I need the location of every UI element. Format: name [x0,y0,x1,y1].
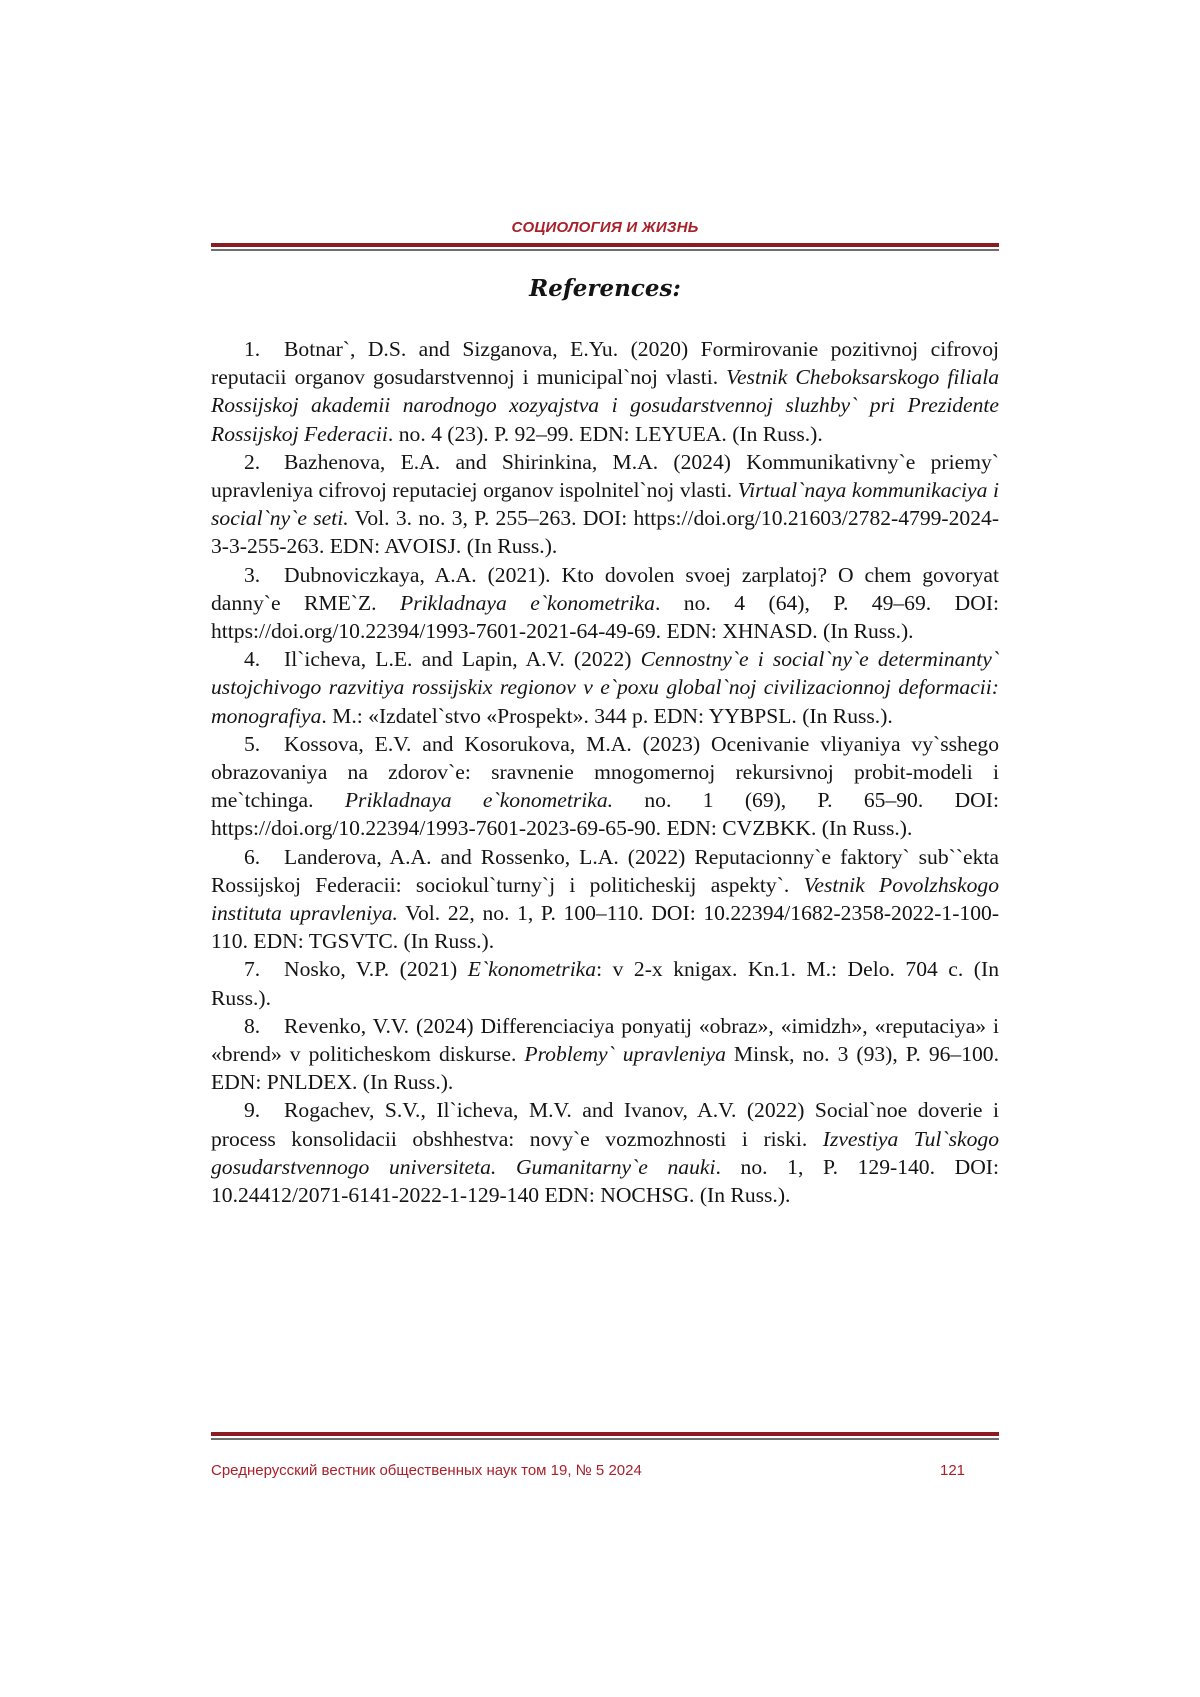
page-number: 121 [940,1462,966,1479]
reference-text: Minsk, no. 3 (93), P. 96–100. EDN: PNLDEX. (In Russ.). [211,1042,1000,1095]
reference-item [211,955,999,1011]
reference-number: 3. [244,562,261,587]
reference-item [211,1012,999,1097]
reference-source-italic: Cennostny`e i social`ny`e determinanty` ustojchivogo razvitiya rossijskix regionov v e`poxu global`noj civilizacionnoj deformacii: monografiya [211,647,1000,728]
reference-text: Bazhenova, E.A. and Shirinkina, M.A. (2024) Kommunikativny`e priemy` upravleniya cifrovoj reputaciej organov ispolnitel`noj vlasti. [211,449,999,503]
footer-journal-info: Среднерусский вестник общественных наук том 19, № 5 2024 [211,1462,642,1479]
reference-item [211,448,999,561]
reference-text: Dubnoviczkaya, A.A. (2021). Kto dovolen svoej zarplatoj? O chem govoryat danny`e RME`Z. [211,562,999,615]
reference-number: 5. [244,731,261,756]
reference-number: 4. [244,647,261,672]
reference-text: Vol. 3. no. 3, P. 255–263. DOI: https://doi.org/10.21603/2782-4799-2024-3-3-255-263. EDN: AVOISJ. (In Russ.). [211,506,1000,559]
reference-source-italic: Problemy` upravleniya [524,1042,726,1067]
reference-source-italic: E`konometrika [467,957,597,982]
reference-text: Nosko, V.P. (2021) [284,957,468,982]
reference-text: : v 2-x knigax. Kn.1. M.: Delo. 704 с. (In Russ.). [211,957,999,1010]
reference-text: Vol. 22, no. 1, P. 100–110. DOI: 10.22394/1682-2358-2022-1-100-110. EDN: TGSVTC. (In Russ.). [211,901,1000,954]
reference-text: Il`icheva, L.E. and Lapin, A.V. (2022) [284,647,641,672]
section-title: References: [529,275,681,302]
reference-text: Rogachev, S.V., Il`icheva, M.V. and Ivanov, A.V. (2022) Social`noe doverie i process konsolidacii obshhestva: novy`e vozmozhnosti i riski. [211,1098,999,1151]
reference-text: . no. 1, P. 129-140. DOI: 10.24412/2071-6141-2022-1-129-140 EDN: NOCHSG. (In Russ.). [211,1154,999,1208]
reference-number: 1. [244,337,261,361]
reference-text: Revenko, V.V. (2024) Differenciaciya ponyatij «obraz», «imidzh», «reputaciya» i «brend» v politicheskom diskurse. [211,1013,999,1067]
reference-text: Kossova, E.V. and Kosorukova, M.A. (2023) Ocenivanie vliyaniya vy`sshego obrazovaniya na zdorov`e: sravnenie mnogomernoj rekursivnoj probit-modeli i me`tchinga. [211,731,999,813]
header-rule [211,243,999,251]
reference-text: . no. 4 (23). P. 92–99. EDN: LEYUEA. (In Russ.). [387,421,823,446]
reference-text: . M.: «Izdatel`stvo «Prospekt». 344 p. EDN: YYBPSL. (In Russ.). [321,703,893,728]
reference-source-italic: Virtual`naya kommunikaciya i social`ny`e seti. [211,478,999,531]
reference-number: 9. [244,1098,261,1123]
reference-number: 8. [244,1013,261,1038]
reference-text: Landerova, A.A. and Rossenko, L.A. (2022) Reputacionny`e faktory` sub``ekta Rossijskoj Federacii: sociokul`turny`j i politicheskij aspekty`. [211,844,999,897]
reference-item [211,730,999,843]
reference-number: 2. [244,449,261,474]
reference-item [211,335,999,448]
reference-item [211,843,999,956]
footer-rule [211,1432,999,1440]
running-header-title: СОЦИОЛОГИЯ И ЖИЗНЬ [511,219,699,236]
reference-source-italic: Prikladnaya e`konometrika [400,590,655,615]
reference-item [211,1096,999,1209]
reference-number: 7. [244,957,261,982]
reference-item [211,645,999,730]
reference-text: no. 1 (69), P. 65–90. DOI: https://doi.org/10.22394/1993-7601-2023-69-65-90. EDN: CVZBKK. (In Russ.). [211,788,999,841]
reference-text: . no. 4 (64), P. 49–69. DOI: https://doi.org/10.22394/1993-7601-2021-64-49-69. EDN: XHNASD. (In Russ.). [211,590,1000,644]
reference-list [211,335,999,1209]
reference-text: Botnar`, D.S. and Sizganova, E.Yu. (2020) Formirovanie pozitivnoj cifrovoj reputacii organov gosudarstvennoj i municipal`noj vlasti. [211,337,999,390]
reference-source-italic: Prikladnaya e`konometrika. [344,788,614,813]
reference-item [211,561,999,646]
reference-number: 6. [244,844,261,869]
reference-source-italic: Vestnik Cheboksarskogo filiala Rossijskoj akademii narodnogo xozyajstva i gosudarstvennoj sluzhby` pri Prezidente Rossijskoj Federacii [211,365,1000,446]
reference-source-italic: Vestnik Povolzhskogo instituta upravleniya. [211,872,1000,926]
reference-source-italic: Izvestiya Tul`skogo gosudarstvennogo universiteta. Gumanitarny`e nauki [211,1126,999,1179]
